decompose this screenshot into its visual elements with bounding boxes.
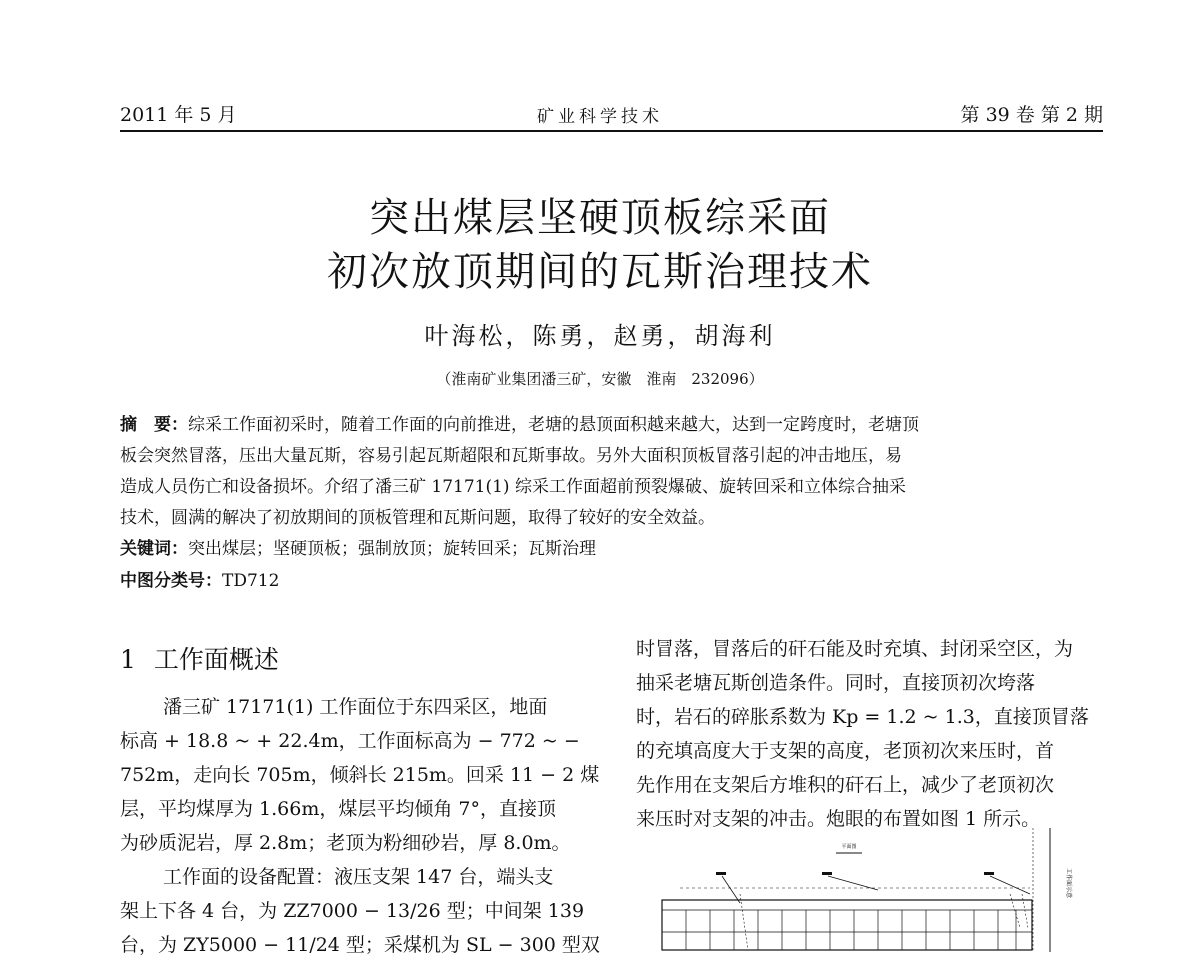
- keywords-text: 突出煤层；坚硬顶板；强制放顶；旋转回采；瓦斯治理: [188, 539, 596, 559]
- body-line: 工作面的设备配置：液压支架 147 台，端头支: [163, 866, 554, 888]
- section-title: 工作面概述: [153, 645, 279, 674]
- figure-leader-line: [828, 876, 878, 890]
- figure-1-blasthole-layout: [650, 828, 1080, 952]
- header-date: 2011 年 5 月: [120, 104, 237, 126]
- abstract-line: 造成人员伤亡和设备损坏。介绍了潘三矿 17171(1) 综采工作面超前预裂爆破、旋转回采和立体综合抽采: [120, 477, 906, 497]
- header-issue: 第 39 卷 第 2 期: [960, 104, 1103, 126]
- section-number: 1: [120, 645, 136, 674]
- body-line: 潘三矿 17171(1) 工作面位于东四采区，地面: [163, 696, 548, 718]
- abstract-line: 技术，圆满的解决了初放期间的顶板管理和瓦斯问题，取得了较好的安全效益。: [120, 508, 715, 528]
- body-line: 时，岩石的碎胀系数为 Kp = 1.2 ~ 1.3，直接顶冒落: [636, 706, 1089, 728]
- body-line: 架上下各 4 台，为 ZZ7000 − 13/26 型；中间架 139: [120, 900, 585, 922]
- figure-leader-line: [990, 876, 1030, 894]
- keywords: [120, 534, 1103, 565]
- figure-mark: [716, 872, 726, 875]
- paper-title-line-1: 突出煤层坚硬顶板综采面: [369, 195, 831, 241]
- authors: 叶海松，陈勇，赵勇，胡海利: [424, 322, 776, 350]
- body-line: 抽采老塘瓦斯创造条件。同时，直接顶初次垮落: [636, 672, 1036, 694]
- figure-top-label: 平面图: [841, 844, 857, 850]
- body-line: 标高 + 18.8 ~ + 22.4m，工作面标高为 − 772 ~ −: [120, 730, 580, 752]
- abstract-line: [120, 410, 1103, 441]
- body-line: 的充填高度大于支架的高度，老顶初次来压时，首: [636, 740, 1055, 762]
- body-line: 时冒落，冒落后的矸石能及时充填、封闭采空区，为: [636, 638, 1074, 660]
- figure-mark: [822, 872, 832, 875]
- body-line: 先作用在支架后方堆积的矸石上，减少了老顶初次: [636, 774, 1055, 796]
- figure-support-columns: [686, 910, 1016, 950]
- figure-side-label: 工作面示意: [1065, 868, 1072, 899]
- classification: [120, 566, 1103, 597]
- body-line: 台，为 ZY5000 − 11/24 型；采煤机为 SL − 300 型双: [120, 934, 600, 956]
- body-line: 为砂质泥岩，厚 2.8m；老顶为粉细砂岩，厚 8.0m。: [120, 832, 571, 854]
- body-line: 来压时对支架的冲击。炮眼的布置如图 1 所示。: [636, 808, 1041, 830]
- figure-mark: [984, 872, 994, 875]
- keywords-label: 关键词：: [120, 539, 188, 559]
- section-heading: [120, 640, 279, 676]
- body-line: 层，平均煤厚为 1.66m，煤层平均倾角 7°，直接顶: [120, 798, 556, 820]
- header-journal-name: 矿业科学技术: [537, 107, 663, 127]
- header-rule: [120, 130, 1103, 132]
- figure-blasthole-dashes: [740, 894, 1028, 950]
- classification-text: TD712: [222, 571, 280, 591]
- body-line: 752m，走向长 705m，倾斜长 215m。回采 11 − 2 煤: [120, 764, 600, 786]
- classification-label: 中图分类号：: [120, 571, 222, 591]
- affiliation: （淮南矿业集团潘三矿，安徽 淮南 232096）: [436, 370, 764, 388]
- abstract-line: 板会突然冒落，压出大量瓦斯，容易引起瓦斯超限和瓦斯事故。另外大面积顶板冒落引起的冲击地压，易: [120, 446, 902, 466]
- figure-1-diagram: [650, 828, 1080, 952]
- abstract-label: 摘 要：: [120, 415, 188, 435]
- figure-leader-line: [722, 876, 740, 903]
- abstract-text: 综采工作面初采时，随着工作面的向前推进，老塘的悬顶面积越来越大，达到一定跨度时，老塘顶: [188, 415, 919, 435]
- figure-support-frame: [662, 900, 1032, 950]
- paper-title-line-2: 初次放顶期间的瓦斯治理技术: [327, 249, 873, 295]
